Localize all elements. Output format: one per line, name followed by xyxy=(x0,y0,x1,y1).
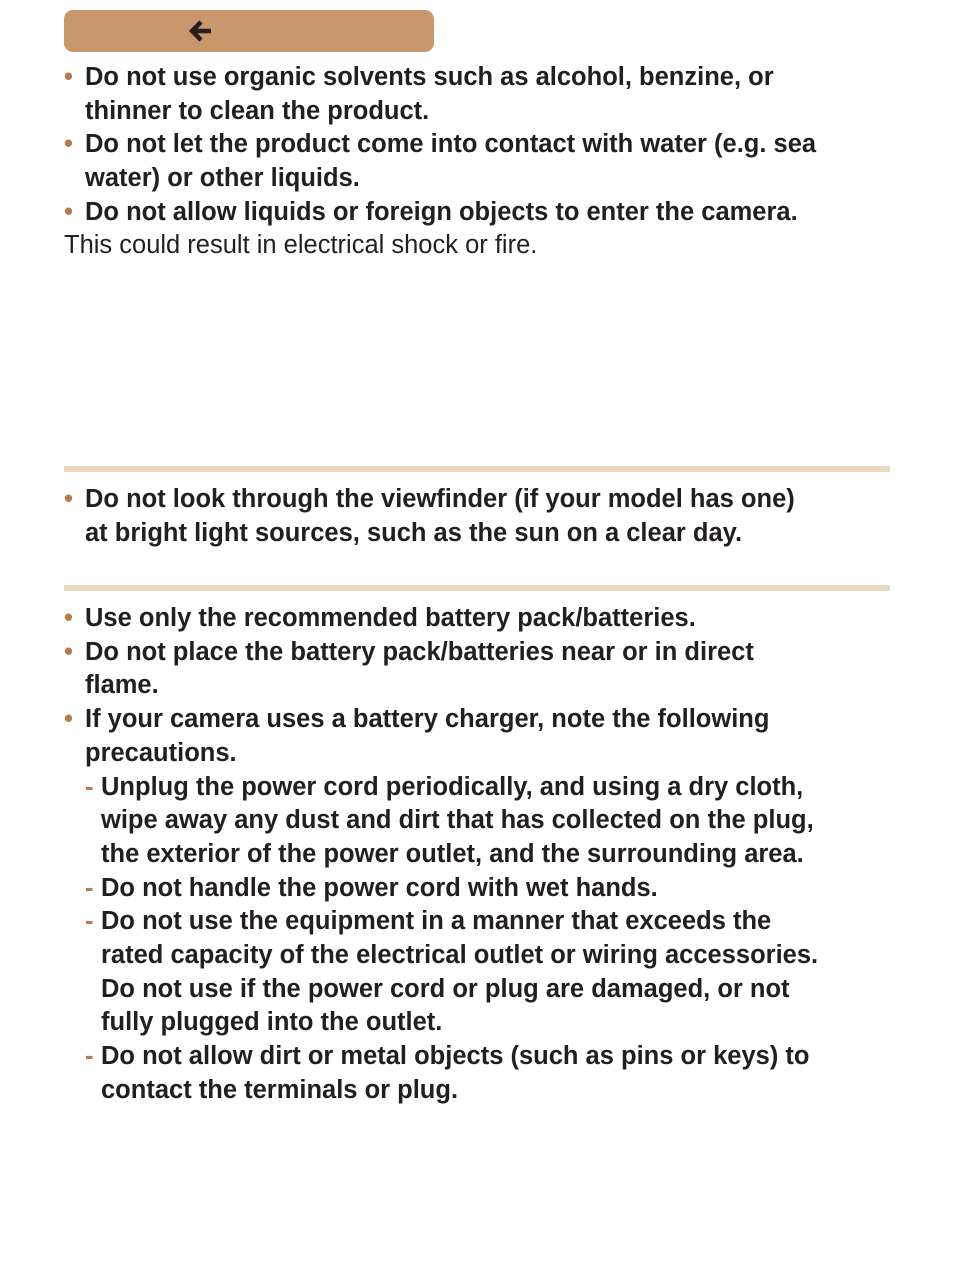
section-divider xyxy=(64,585,890,591)
bullet-icon: • xyxy=(64,197,73,226)
bullet-icon: • xyxy=(64,637,73,666)
bullet-icon: • xyxy=(64,705,73,734)
list-item: • If your camera uses a battery charger, note the following precautions. - Unplug the power cord periodically, and using a dry cloth, wipe away any dust and dirt that has collected on the plug, the exterior of the power outlet, and the surrounding area. - Do not handle the power cord with wet hands. - Do not use the equipment in a manner that exceeds the rated capacity of the electrical outlet or wiring accessories. Do not use if the power cord or plug are damaged, or not fully plugged into the outlet. - Do not allow dirt or metal objects (such as pins or keys) to contact the terminals or plug. xyxy=(64,703,894,1107)
warning-note: This could result in electrical shock or fire. xyxy=(64,231,538,259)
precautions-sublist xyxy=(85,771,894,1108)
list-item: • Do not look through the viewfinder (if your model has one) at bright light sources, such as the sun on a clear day. xyxy=(64,485,795,547)
bullet-icon: • xyxy=(64,485,73,513)
bullet-icon: • xyxy=(64,63,73,91)
bullet-icon: • xyxy=(64,604,73,632)
sub-list-item: - Do not allow dirt or metal objects (such as pins or keys) to contact the terminals or plug. xyxy=(85,1042,810,1104)
bullet-icon: • xyxy=(64,130,73,159)
list-item: • Do not use organic solvents such as alcohol, benzine, or thinner to clean the product. xyxy=(64,63,774,125)
left-arrow-icon xyxy=(189,19,215,43)
sub-list-item: - Unplug the power cord periodically, and using a dry cloth, wipe away any dust and dirt that has collected on the plug, the exterior of the power outlet, and the surrounding area. xyxy=(85,772,814,868)
list-item: • Use only the recommended battery pack/batteries. xyxy=(64,602,894,636)
list-item: • Do not allow liquids or foreign objects to enter the camera. xyxy=(64,196,894,230)
sub-list-item: - Do not use the equipment in a manner that exceeds the rated capacity of the electrical outlet or wiring accessories. Do not use if the power cord or plug are damaged, or not fully plugged into the outlet. xyxy=(85,907,819,1037)
dash-icon: - xyxy=(85,907,94,936)
dash-icon: - xyxy=(85,1042,94,1071)
list-item: • Do not let the product come into contact with water (e.g. sea water) or other liquids. xyxy=(64,130,817,193)
section-divider xyxy=(64,466,890,472)
section-2-list xyxy=(64,483,894,550)
list-item: • Do not place the battery pack/batteries near or in direct flame. xyxy=(64,637,754,700)
section-1-list xyxy=(64,61,894,230)
dash-icon: - xyxy=(85,772,94,801)
back-button[interactable] xyxy=(64,10,434,52)
section-3-list xyxy=(64,602,894,1108)
sub-list-item: - Do not handle the power cord with wet hands. xyxy=(85,872,894,906)
dash-icon: - xyxy=(85,873,94,902)
